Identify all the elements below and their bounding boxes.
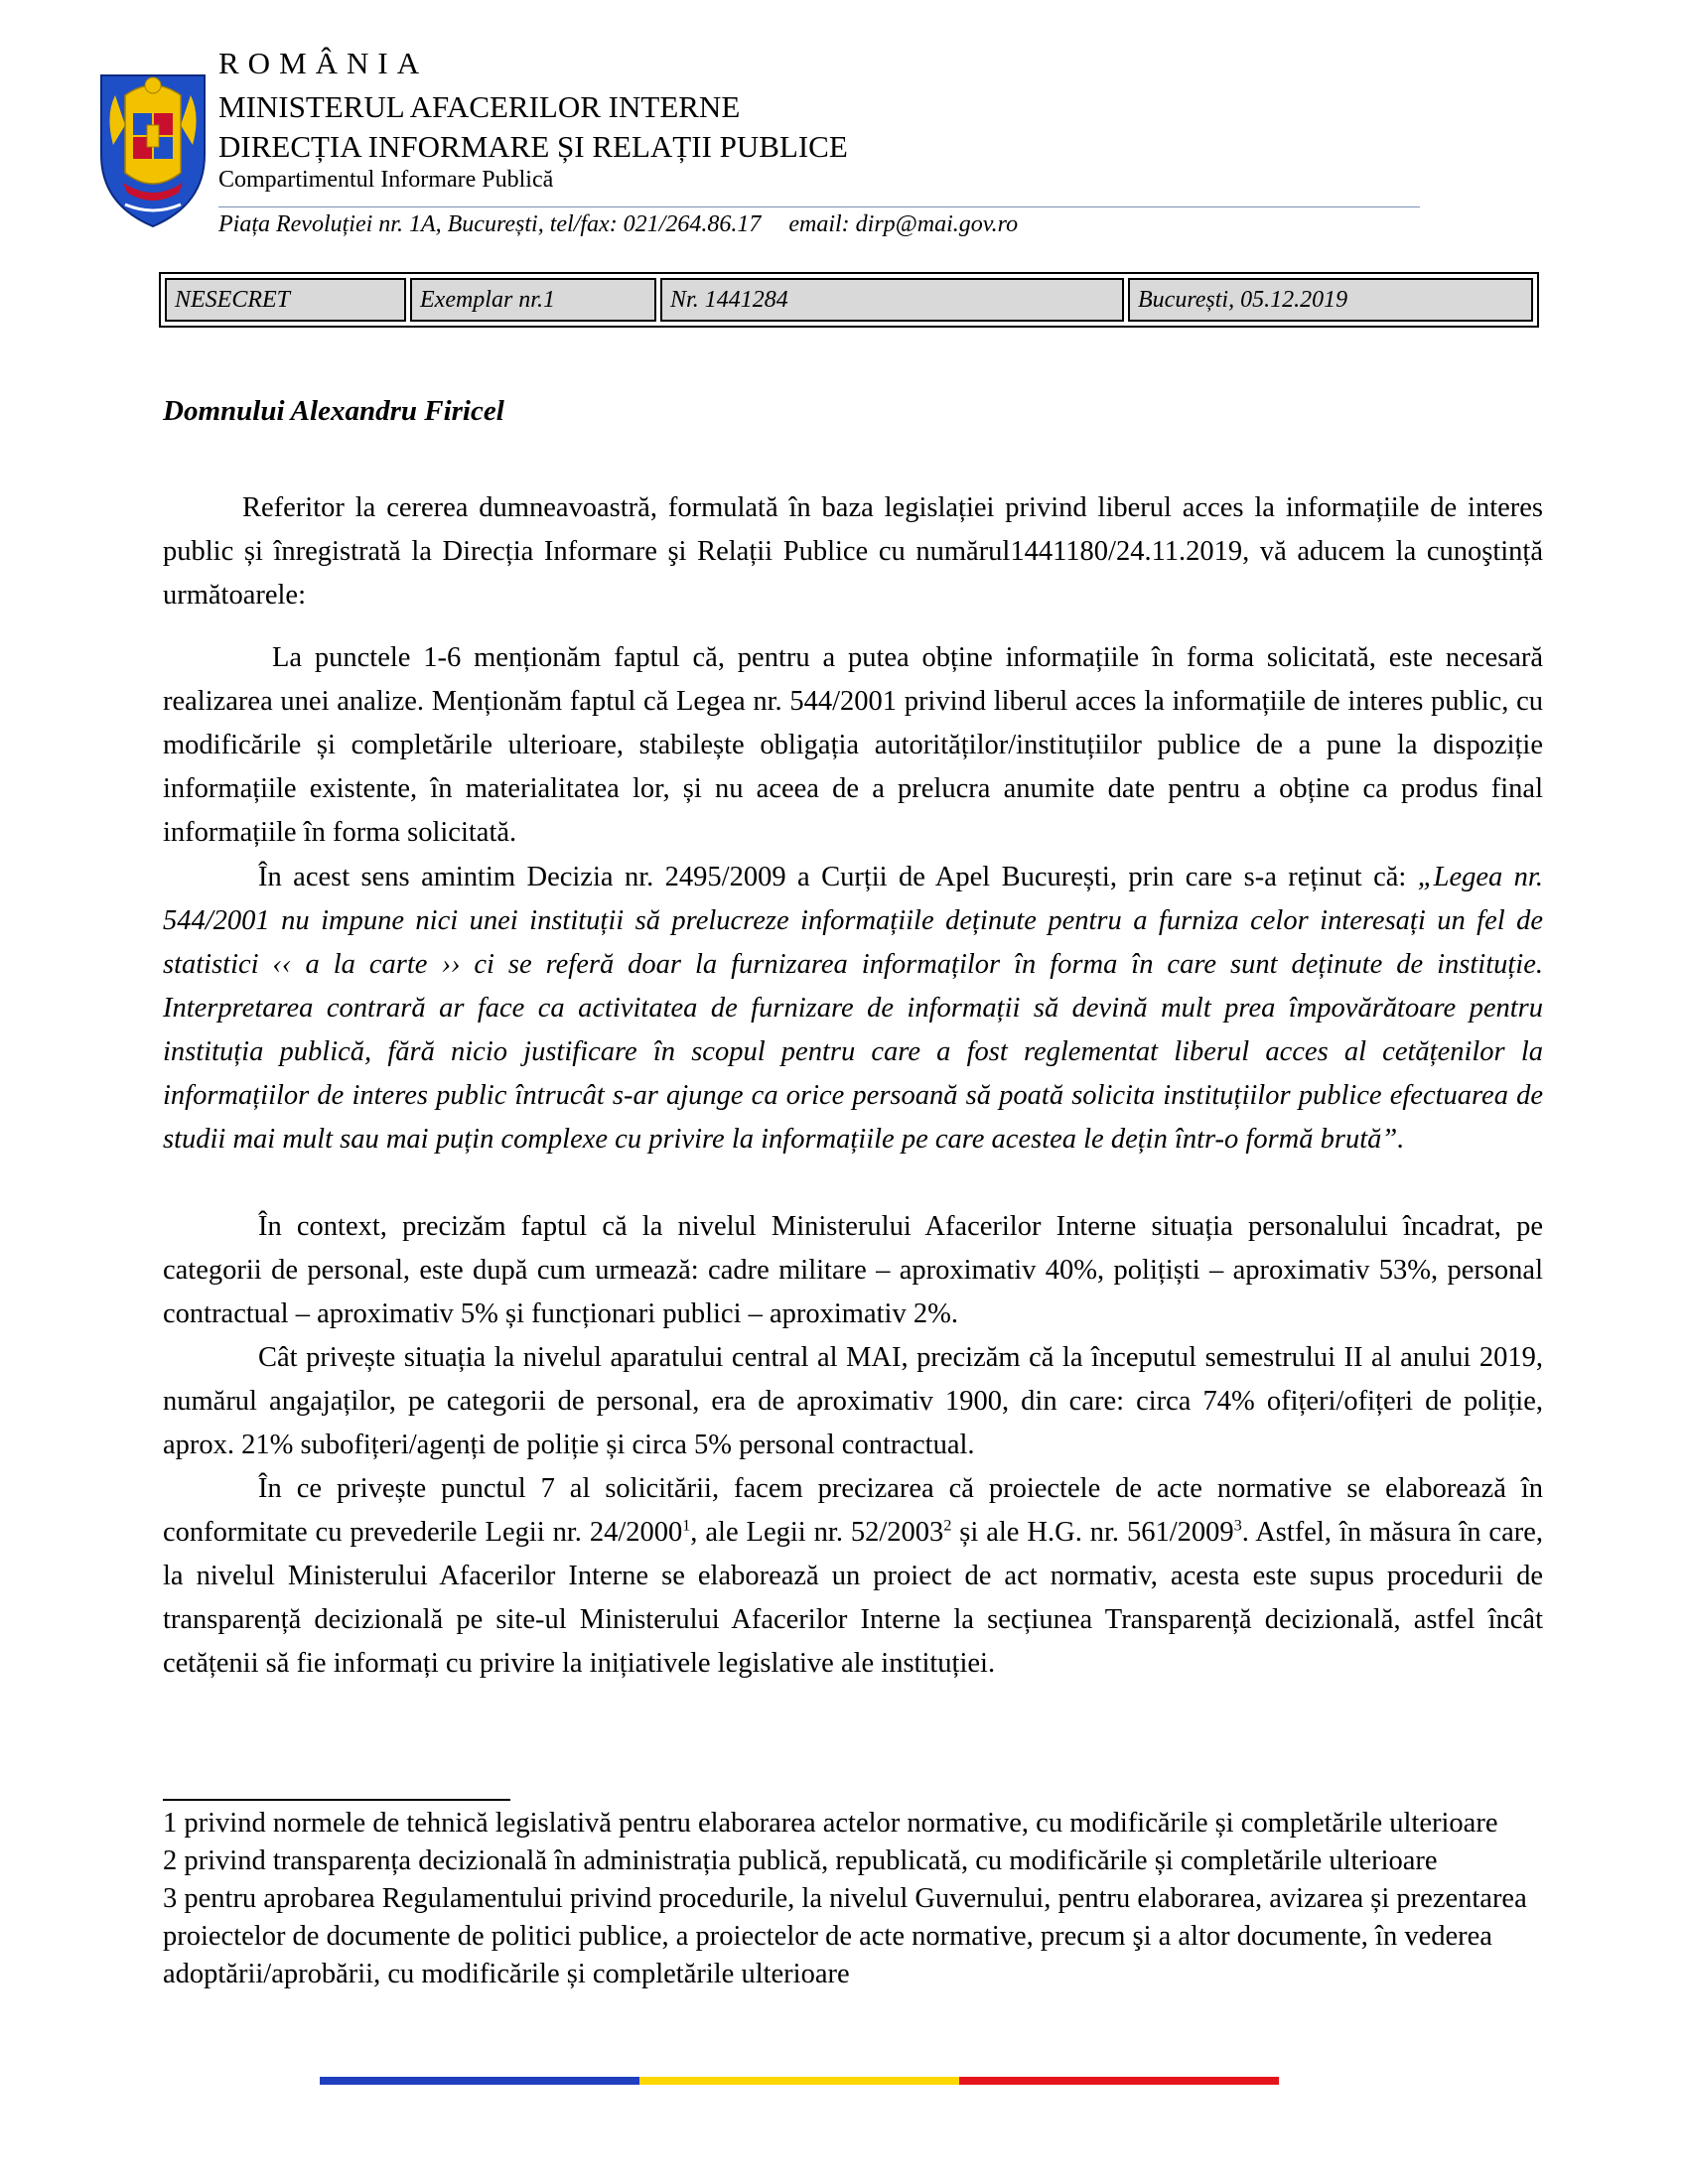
tricolor-red bbox=[959, 2077, 1279, 2085]
classification-cell: NESECRET bbox=[165, 278, 406, 322]
romanian-coat-of-arms-icon bbox=[95, 56, 211, 230]
reference-box bbox=[159, 272, 1539, 328]
footnote-1: 1 privind normele de tehnică legislativă pentru elaborarea actelor normative, cu modificările și completările ulterioare bbox=[163, 1808, 1498, 1839]
point-7-text-c: și ale H.G. nr. 561/2009 bbox=[951, 1517, 1234, 1548]
header-ministry: MINISTERUL AFACERILOR INTERNE bbox=[218, 89, 741, 124]
header-divider bbox=[218, 206, 1420, 207]
footnote-ref-2: 2 bbox=[943, 1517, 952, 1535]
header-direction: DIRECȚIA INFORMARE ȘI RELAȚII PUBLICE bbox=[218, 129, 848, 164]
header-address: Piața Revoluției nr. 1A, București, tel/fax: 021/264.86.17 bbox=[218, 211, 762, 237]
tricolor-bar bbox=[320, 2077, 1279, 2085]
point-7-text-b: , ale Legii nr. 52/2003 bbox=[690, 1517, 944, 1548]
paragraph-points-1-6: La punctele 1-6 menționăm faptul că, pentru a putea obține informațiile în forma solicitată, este necesară realizarea unei analize. Menționăm faptul că Legea nr. 544/2001 privind liberul acces la informațiile de interes public, cu modificările și completările ulterioare, stabilește obligația autorităților/instituțiilor publice de a pune la dispoziție informațiile existente, în materialitatea lor, și nu aceea de a prelucra anumite date pentru a obține ca produs final informațiile în forma solicitată. bbox=[163, 642, 1543, 848]
point-7-text-a: În ce privește punctul 7 al solicitării, facem precizarea că proiectele de acte normative se elaborează în conformitate cu prevederile Legii nr. 24/2000 bbox=[163, 1473, 1543, 1548]
paragraph-point-7 bbox=[163, 1467, 1543, 1686]
place-date-cell: București, 05.12.2019 bbox=[1128, 278, 1533, 322]
paragraph-intro: Referitor la cererea dumneavoastră, formulată în baza legislației privind liberul acces la informațiile de interes public și înregistrată la Direcția Informare şi Relații Publice cu numărul1441180/24.11.2019, vă aducem la cunoştință următoarele: bbox=[163, 492, 1543, 611]
header-contact bbox=[218, 211, 1018, 238]
footnote-separator bbox=[163, 1799, 510, 1801]
footnote-ref-3: 3 bbox=[1233, 1517, 1242, 1535]
copy-number-cell: Exemplar nr.1 bbox=[410, 278, 656, 322]
header-country: ROMÂNIA bbox=[218, 46, 429, 80]
paragraph-personnel-central: Cât privește situația la nivelul aparatului central al MAI, precizăm că la începutul semestrului II al anului 2019, numărul angajaților, pe categorii de personal, era de aproximativ 1900, din care: circa 74% ofițeri/ofițeri de poliție, aprox. 21% subofițeri/agenți de poliție și circa 5% personal contractual. bbox=[163, 1342, 1543, 1460]
footnote-ref-1: 1 bbox=[682, 1517, 691, 1535]
paragraph-court-decision bbox=[163, 856, 1543, 1161]
addressee: Domnului Alexandru Firicel bbox=[163, 395, 504, 427]
footnotes bbox=[163, 1805, 1543, 1993]
point-7-text-d: . Astfel, în măsura în care, la nivelul Ministerului Afacerilor Interne se elaborează un proiect de act normativ, acesta este supus procedurii de transparență decizională pe site-ul Ministerului Afacerilor Interne la secțiunea Transparență decizională, astfel încât cetățenii să fie informați cu privire la inițiativele legislative ale instituției. bbox=[163, 1517, 1543, 1679]
tricolor-yellow bbox=[639, 2077, 959, 2085]
paragraph-personnel-ministry: În context, precizăm faptul că la nivelul Ministerului Afacerilor Interne situația personalului încadrat, pe categorii de personal, este după cum urmează: cadre militare – aproximativ 40%, polițiști – aproximativ 53%, personal contractual – aproximativ 5% și funcționari publici – aproximativ 2%. bbox=[163, 1211, 1543, 1329]
court-decision-intro: În acest sens amintim Decizia nr. 2495/2009 a Curții de Apel București, prin care s-a reținut că: bbox=[258, 862, 1418, 892]
registration-number-cell: Nr. 1441284 bbox=[660, 278, 1124, 322]
header-compartment: Compartimentul Informare Publică bbox=[218, 167, 554, 193]
footnote-3: 3 pentru aprobarea Regulamentului privind procedurile, la nivelul Guvernului, pentru elaborarea, avizarea și prezentarea proiectelor de documente de politici publice, a proiectelor de acte normative, precum şi a altor documente, în vederea adoptării/aprobării, cu modificările și completările ulterioare bbox=[163, 1883, 1527, 1989]
footnote-2: 2 privind transparența decizională în administrația publică, republicată, cu modificările și completările ulterioare bbox=[163, 1845, 1438, 1876]
tricolor-blue bbox=[320, 2077, 639, 2085]
header-email: email: dirp@mai.gov.ro bbox=[788, 211, 1019, 237]
court-decision-quote: „Legea nr. 544/2001 nu impune nici unei instituții să prelucreze informațiile deținute pentru a furniza celor interesați un fel de statistici ‹‹ a la carte ›› ci se referă doar la furnizarea informaților în forma în care sunt deținute de instituție. Interpretarea contrară ar face ca activitatea de furnizare de informații să devină mult prea împovărătoare pentru instituția publică, fără nicio justificare în scopul pentru care a fost reglementat liberul acces al cetățenilor la informațiilor de interes public întrucât s-ar ajunge ca orice persoană să poată solicita instituțiilor publice efectuarea de studii mai mult sau mai puțin complexe cu privire la informațiile pe care acestea le dețin într-o formă brută”. bbox=[163, 862, 1543, 1155]
